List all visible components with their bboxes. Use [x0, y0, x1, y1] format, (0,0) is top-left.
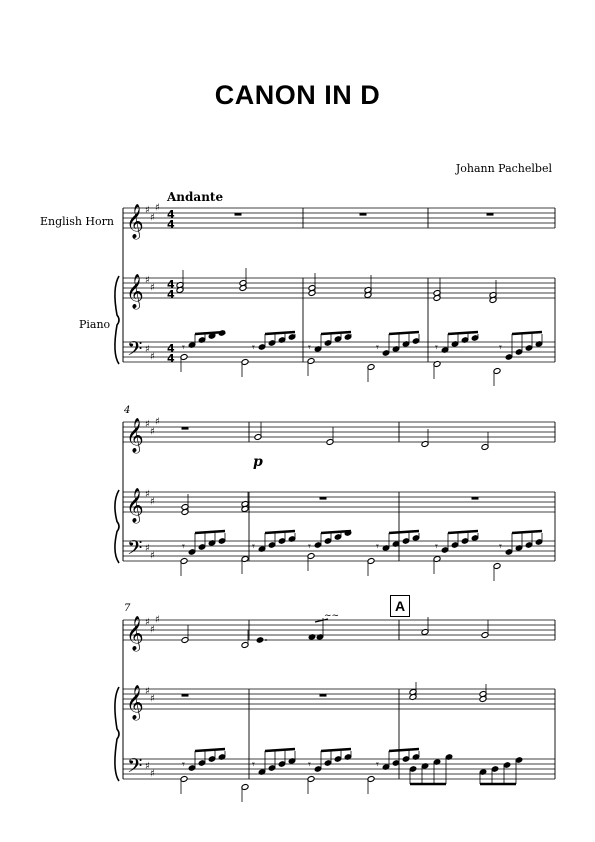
eighth-rest: 𝄾	[376, 758, 379, 771]
note-head	[308, 634, 316, 641]
measure-number-4: 4	[124, 405, 131, 416]
beam	[265, 531, 295, 533]
eighth-rest: 𝄾	[376, 341, 379, 354]
whole-rest	[487, 213, 494, 216]
piano-brace	[115, 276, 119, 364]
whole-rest	[320, 694, 327, 697]
eighth-rest: 𝄾	[499, 540, 502, 553]
treble-clef-icon: 𝄞	[126, 488, 144, 523]
treble-clef-icon: 𝄞	[126, 274, 144, 309]
eighth-rest: 𝄾	[435, 540, 438, 553]
sharp-icon: ♯	[155, 614, 160, 626]
beam	[512, 531, 542, 533]
whole-rest	[235, 213, 242, 216]
sharp-icon: ♯	[145, 489, 150, 500]
beam	[389, 531, 419, 533]
sharp-icon: ♯	[155, 416, 160, 428]
sharp-icon: ♯	[145, 419, 150, 430]
sharp-icon: ♯	[145, 761, 150, 772]
eighth-rest: 𝄾	[435, 341, 438, 354]
bass-clef-icon: 𝄢	[127, 337, 143, 365]
trill-icon: ~~	[324, 611, 340, 621]
sharp-icon: ♯	[150, 282, 155, 294]
eighth-rest: 𝄾	[308, 540, 311, 553]
sharp-icon: ♯	[145, 617, 150, 628]
rehearsal-mark: A	[390, 595, 410, 617]
piano-brace	[115, 687, 119, 781]
time-signature-bottom: 4	[167, 288, 175, 301]
eighth-rest: 𝄾	[308, 341, 311, 354]
eighth-rest: 𝄾	[252, 758, 255, 771]
beam	[512, 332, 542, 334]
tempo-marking: Andante	[167, 190, 224, 204]
bass-clef-icon: 𝄢	[127, 536, 143, 564]
time-signature-bottom: 4	[167, 218, 175, 231]
whole-rest	[360, 213, 367, 216]
whole-rest	[320, 497, 327, 500]
score-title: CANON IN D	[214, 80, 381, 110]
beam	[448, 531, 478, 533]
dynamic-marking: p	[253, 454, 263, 470]
beam	[265, 332, 295, 334]
sharp-icon: ♯	[145, 205, 150, 216]
eighth-rest: 𝄾	[252, 540, 255, 553]
sharp-icon: ♯	[145, 275, 150, 286]
whole-rest	[472, 497, 479, 500]
time-signature-top: 4	[167, 208, 175, 221]
instrument-label-piano: Piano	[79, 318, 111, 331]
time-signature-bottom: 4	[167, 352, 175, 365]
sharp-icon: ♯	[150, 550, 155, 562]
time-signature-top: 4	[167, 278, 175, 291]
eighth-rest: 𝄾	[499, 341, 502, 354]
sharp-icon: ♯	[145, 686, 150, 697]
beam	[448, 332, 478, 334]
instrument-label-english-horn: English Horn	[40, 215, 114, 228]
measure-number-7: 7	[124, 603, 131, 614]
whole-rest	[182, 694, 189, 697]
beam	[195, 531, 225, 533]
sharp-icon: ♯	[150, 212, 155, 224]
eighth-rest: 𝄾	[376, 540, 379, 553]
eighth-rest: 𝄾	[182, 758, 185, 771]
sharp-icon: ♯	[150, 351, 155, 363]
eighth-rest: 𝄾	[182, 540, 185, 553]
beam	[389, 749, 419, 751]
whole-rest	[182, 427, 189, 430]
piano-brace	[115, 490, 119, 563]
eighth-rest: 𝄾	[308, 758, 311, 771]
sharp-icon: ♯	[150, 426, 155, 438]
beam	[321, 749, 351, 751]
time-signature-top: 4	[167, 342, 175, 355]
note-head	[256, 637, 264, 644]
bass-clef-icon: 𝄢	[127, 754, 143, 782]
beam	[265, 749, 295, 751]
sharp-icon: ♯	[150, 624, 155, 636]
eighth-rest: 𝄾	[252, 341, 255, 354]
composer-name: Johann Pachelbel	[455, 162, 552, 175]
beam	[321, 332, 351, 334]
sharp-icon: ♯	[150, 693, 155, 705]
eighth-rest: 𝄾	[182, 341, 185, 354]
sharp-icon: ♯	[155, 202, 160, 214]
beam	[195, 749, 225, 751]
treble-clef-icon: 𝄞	[126, 685, 144, 720]
sharp-icon: ♯	[150, 496, 155, 508]
beam	[389, 332, 419, 334]
treble-clef-icon: 𝄞	[126, 418, 144, 453]
treble-clef-icon: 𝄞	[126, 204, 144, 239]
sharp-icon: ♯	[145, 543, 150, 554]
sharp-icon: ♯	[145, 344, 150, 355]
treble-clef-icon: 𝄞	[126, 616, 144, 651]
dot	[265, 639, 267, 641]
sharp-icon: ♯	[150, 768, 155, 780]
